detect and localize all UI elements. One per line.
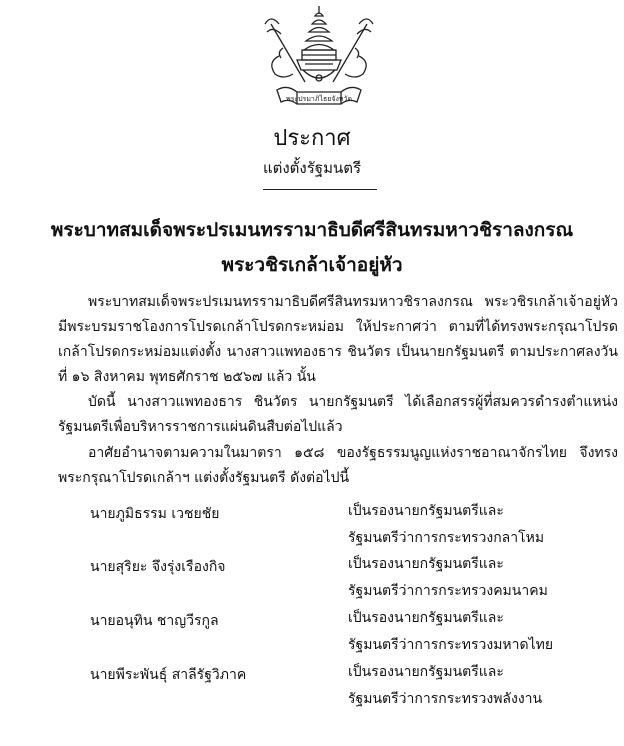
announcement-subtitle: แต่งตั้งรัฐมนตรี — [262, 159, 362, 177]
role-line2: รัฐมนตรีว่าการกระทรวงกลาโหม — [348, 530, 545, 546]
appointee-name: นายอนุทิน ชาญวีรกูล — [90, 613, 219, 629]
king-title-line2: พระวชิรเกล้าเจ้าอยู่หัว — [221, 254, 403, 276]
role-line1: เป็นรองนายกรัฐมนตรีและ — [348, 556, 504, 572]
royal-garuda-emblem-icon — [257, 4, 381, 112]
appointee-name: นายสุริยะ จึงรุ่งเรืองกิจ — [90, 559, 226, 575]
appointee-role — [348, 498, 544, 552]
role-line1: เป็นรองนายกรัฐมนตรีและ — [348, 610, 504, 626]
paragraph-authority: อาศัยอำนาจตามความในมาตรา ๑๕๘ ของรัฐธรรมนูญแห่งราชอาณาจักรไทย จึงทรงพระกรุณาโปรดเกล้าฯ แต่งตั้งรัฐมนตรี ดังต่อไปนี้ — [58, 445, 618, 486]
paragraph-proclamation: พระบาทสมเด็จพระปรเมนทรรามาธิบดีศรีสินทรมหาวชิราลงกรณ พระวชิรเกล้าเจ้าอยู่หัว มีพระบรมราชโองการโปรดเกล้าโปรดกระหม่อม ให้ประกาศว่า ตามที่ได้ทรงพระกรุณาโปรดเกล้าโปรดกระหม่อมแต่งตั้ง นางสาวแพทองธาร ชินวัตร เป็นนายกรัฐมนตรี ตามประกาศลงวันที่ ๑๖ สิงหาคม พุทธศักราช ๒๕๖๗ แล้ว นั้น — [58, 294, 618, 385]
appointee-role — [348, 659, 542, 713]
role-line2: รัฐมนตรีว่าการกระทรวงคมนาคม — [348, 583, 548, 599]
appointee-role — [348, 551, 548, 605]
announcement-title: ประกาศ — [273, 126, 351, 151]
appointee-role — [348, 605, 553, 659]
appointee-name: นายพีระพันธุ์ สาลีรัฐวิภาค — [90, 667, 247, 683]
appointee-name: นายภูมิธรรม เวชยชัย — [90, 506, 220, 522]
king-title-line1: พระบาทสมเด็จพระปรเมนทรรามาธิบดีศรีสินทรมหาวชิราลงกรณ — [50, 219, 574, 241]
role-line2: รัฐมนตรีว่าการกระทรวงพลังงาน — [348, 691, 543, 707]
emblem-ribbon-text: พระปรมาภิไธยจังหวัด — [285, 95, 353, 103]
role-line1: เป็นรองนายกรัฐมนตรีและ — [348, 664, 504, 680]
role-line2: รัฐมนตรีว่าการกระทรวงมหาดไทย — [348, 637, 554, 653]
role-line1: เป็นรองนายกรัฐมนตรีและ — [348, 503, 504, 519]
title-divider — [263, 189, 377, 190]
paragraph-selection: บัดนี้ นางสาวแพทองธาร ชินวัตร นายกรัฐมนตรี ได้เลือกสรรผู้ที่สมควรดำรงตำแหน่งรัฐมนตรีเพื่อบริหารราชการแผ่นดินสืบต่อไปแล้ว — [58, 394, 618, 435]
